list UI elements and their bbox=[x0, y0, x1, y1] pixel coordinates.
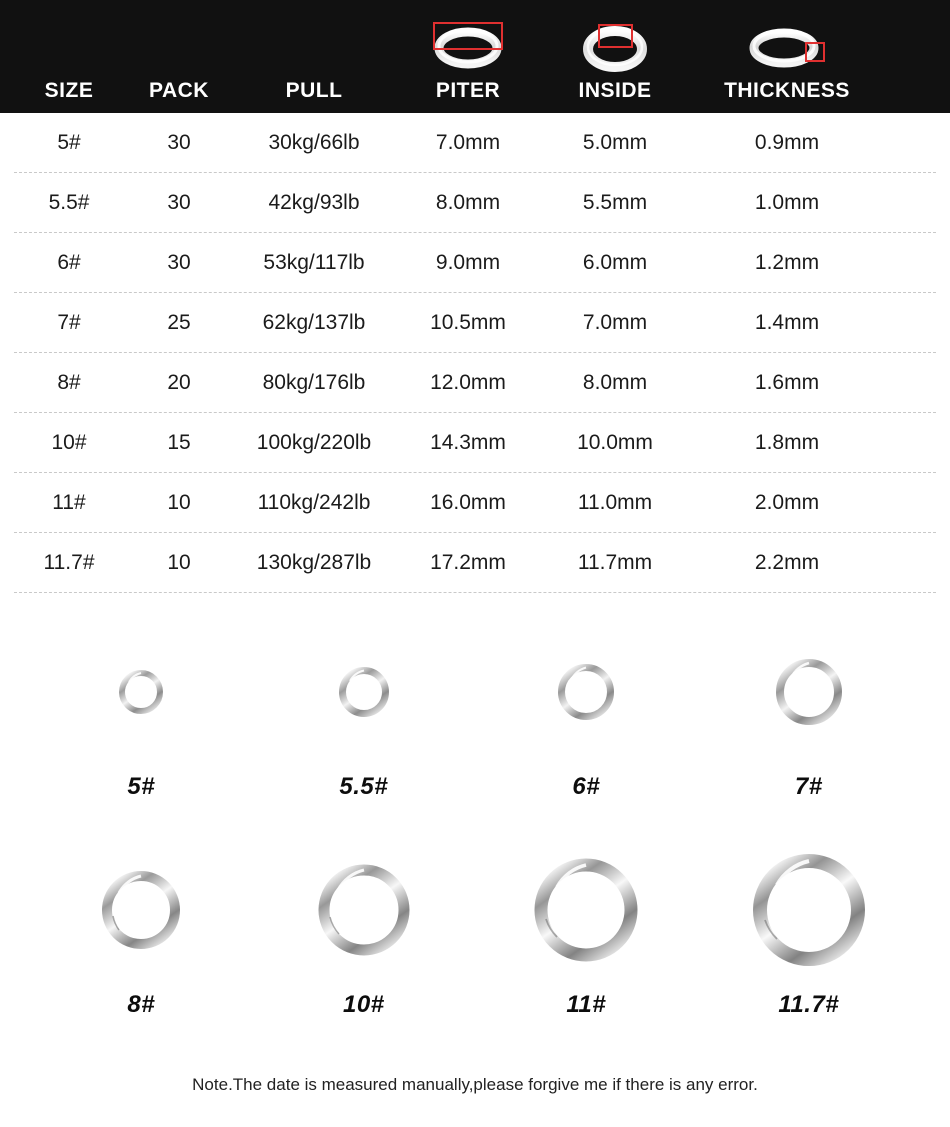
split-ring-icon bbox=[313, 845, 415, 975]
cell-piter: 10.5mm bbox=[430, 311, 506, 334]
cell-pack: 30 bbox=[167, 251, 191, 274]
cell-size: 11# bbox=[52, 491, 86, 514]
cell-thickness: 0.9mm bbox=[754, 131, 820, 154]
column-header-size bbox=[14, 0, 124, 113]
cell-size: 5.5# bbox=[48, 191, 90, 214]
gallery-item-label: 5.5# bbox=[339, 773, 389, 800]
table-row bbox=[14, 293, 936, 353]
column-header-pull-label: PULL bbox=[285, 79, 343, 102]
gallery-item bbox=[481, 627, 691, 801]
column-header-pack-label: PACK bbox=[149, 79, 209, 102]
cell-size: 11.7# bbox=[43, 551, 95, 574]
spec-table-body bbox=[0, 113, 950, 593]
cell-size: 6# bbox=[57, 251, 81, 274]
cell-thickness: 1.0mm bbox=[754, 191, 820, 214]
cell-inside: 6.0mm bbox=[582, 251, 648, 274]
cell-pull: 53kg/117lb bbox=[263, 251, 365, 274]
cell-size: 10# bbox=[51, 431, 87, 454]
gallery-row-1 bbox=[30, 627, 920, 801]
gallery-item bbox=[704, 627, 914, 801]
split-ring-icon bbox=[97, 845, 185, 975]
cell-piter: 9.0mm bbox=[435, 251, 501, 274]
cell-inside: 11.0mm bbox=[577, 491, 653, 514]
column-header-piter bbox=[394, 0, 542, 113]
column-header-pack bbox=[124, 0, 234, 113]
gallery-item bbox=[36, 627, 246, 801]
split-ring-icon bbox=[554, 627, 618, 757]
gallery-item-label: 8# bbox=[127, 991, 156, 1018]
gallery-item bbox=[481, 845, 691, 1019]
table-row bbox=[14, 173, 936, 233]
spec-table-header bbox=[0, 0, 950, 113]
cell-piter: 16.0mm bbox=[430, 491, 506, 514]
gallery-item bbox=[36, 845, 246, 1019]
cell-inside: 8.0mm bbox=[582, 371, 648, 394]
table-row bbox=[14, 353, 936, 413]
cell-pull: 30kg/66lb bbox=[268, 131, 360, 154]
table-row bbox=[14, 113, 936, 173]
ring-inner-diameter-icon bbox=[569, 16, 661, 74]
gallery-item-label: 5# bbox=[127, 773, 156, 800]
measurement-note: Note.The date is measured manually,please forgive me if there is any error. bbox=[192, 1075, 758, 1094]
cell-pull: 130kg/287lb bbox=[256, 551, 372, 574]
cell-piter: 14.3mm bbox=[430, 431, 506, 454]
cell-inside: 5.0mm bbox=[582, 131, 648, 154]
column-header-pull bbox=[234, 0, 394, 113]
cell-pack: 10 bbox=[167, 551, 191, 574]
cell-size: 5# bbox=[57, 131, 81, 154]
cell-piter: 8.0mm bbox=[435, 191, 501, 214]
cell-inside: 10.0mm bbox=[577, 431, 653, 454]
cell-pull: 42kg/93lb bbox=[268, 191, 360, 214]
gallery-item bbox=[704, 845, 914, 1019]
table-row bbox=[14, 233, 936, 293]
cell-thickness: 1.4mm bbox=[754, 311, 820, 334]
gallery-item-label: 11# bbox=[566, 991, 607, 1018]
column-header-thickness-label: THICKNESS bbox=[724, 79, 850, 102]
cell-pack: 15 bbox=[167, 431, 191, 454]
split-ring-icon bbox=[115, 627, 167, 757]
cell-piter: 7.0mm bbox=[435, 131, 501, 154]
split-ring-icon bbox=[529, 845, 643, 975]
cell-pull: 62kg/137lb bbox=[262, 311, 366, 334]
split-ring-icon bbox=[772, 627, 846, 757]
cell-size: 7# bbox=[57, 311, 81, 334]
cell-inside: 7.0mm bbox=[582, 311, 648, 334]
split-ring-icon bbox=[747, 845, 871, 975]
cell-thickness: 1.2mm bbox=[754, 251, 820, 274]
column-header-inside bbox=[542, 0, 688, 113]
cell-pack: 10 bbox=[167, 491, 191, 514]
cell-inside: 5.5mm bbox=[582, 191, 648, 214]
cell-pack: 25 bbox=[167, 311, 191, 334]
gallery-item-label: 6# bbox=[572, 773, 601, 800]
cell-pack: 20 bbox=[167, 371, 191, 394]
cell-pull: 80kg/176lb bbox=[262, 371, 366, 394]
cell-pull: 110kg/242lb bbox=[257, 491, 371, 514]
cell-size: 8# bbox=[57, 371, 81, 394]
gallery-item bbox=[259, 845, 469, 1019]
cell-inside: 11.7mm bbox=[577, 551, 653, 574]
gallery-item-label: 7# bbox=[794, 773, 823, 800]
cell-pack: 30 bbox=[167, 131, 191, 154]
table-row bbox=[14, 413, 936, 473]
column-header-piter-label: PITER bbox=[435, 79, 501, 102]
cell-thickness: 1.6mm bbox=[754, 371, 820, 394]
ring-size-gallery bbox=[0, 593, 950, 1019]
gallery-row-2 bbox=[30, 845, 920, 1019]
column-header-size-label: SIZE bbox=[44, 79, 94, 102]
ring-wire-thickness-icon bbox=[732, 16, 842, 74]
gallery-item bbox=[259, 627, 469, 801]
cell-pack: 30 bbox=[167, 191, 191, 214]
table-row bbox=[14, 533, 936, 593]
cell-pull: 100kg/220lb bbox=[256, 431, 372, 454]
split-ring-icon bbox=[335, 627, 393, 757]
gallery-item-label: 10# bbox=[342, 991, 385, 1018]
cell-thickness: 1.8mm bbox=[754, 431, 820, 454]
cell-thickness: 2.2mm bbox=[754, 551, 820, 574]
ring-outer-diameter-icon bbox=[422, 16, 514, 74]
cell-thickness: 2.0mm bbox=[754, 491, 820, 514]
column-header-inside-label: INSIDE bbox=[578, 79, 652, 102]
table-row bbox=[14, 473, 936, 533]
gallery-item-label: 11.7# bbox=[778, 991, 840, 1018]
cell-piter: 17.2mm bbox=[430, 551, 506, 574]
cell-piter: 12.0mm bbox=[430, 371, 506, 394]
column-header-thickness bbox=[688, 0, 886, 113]
